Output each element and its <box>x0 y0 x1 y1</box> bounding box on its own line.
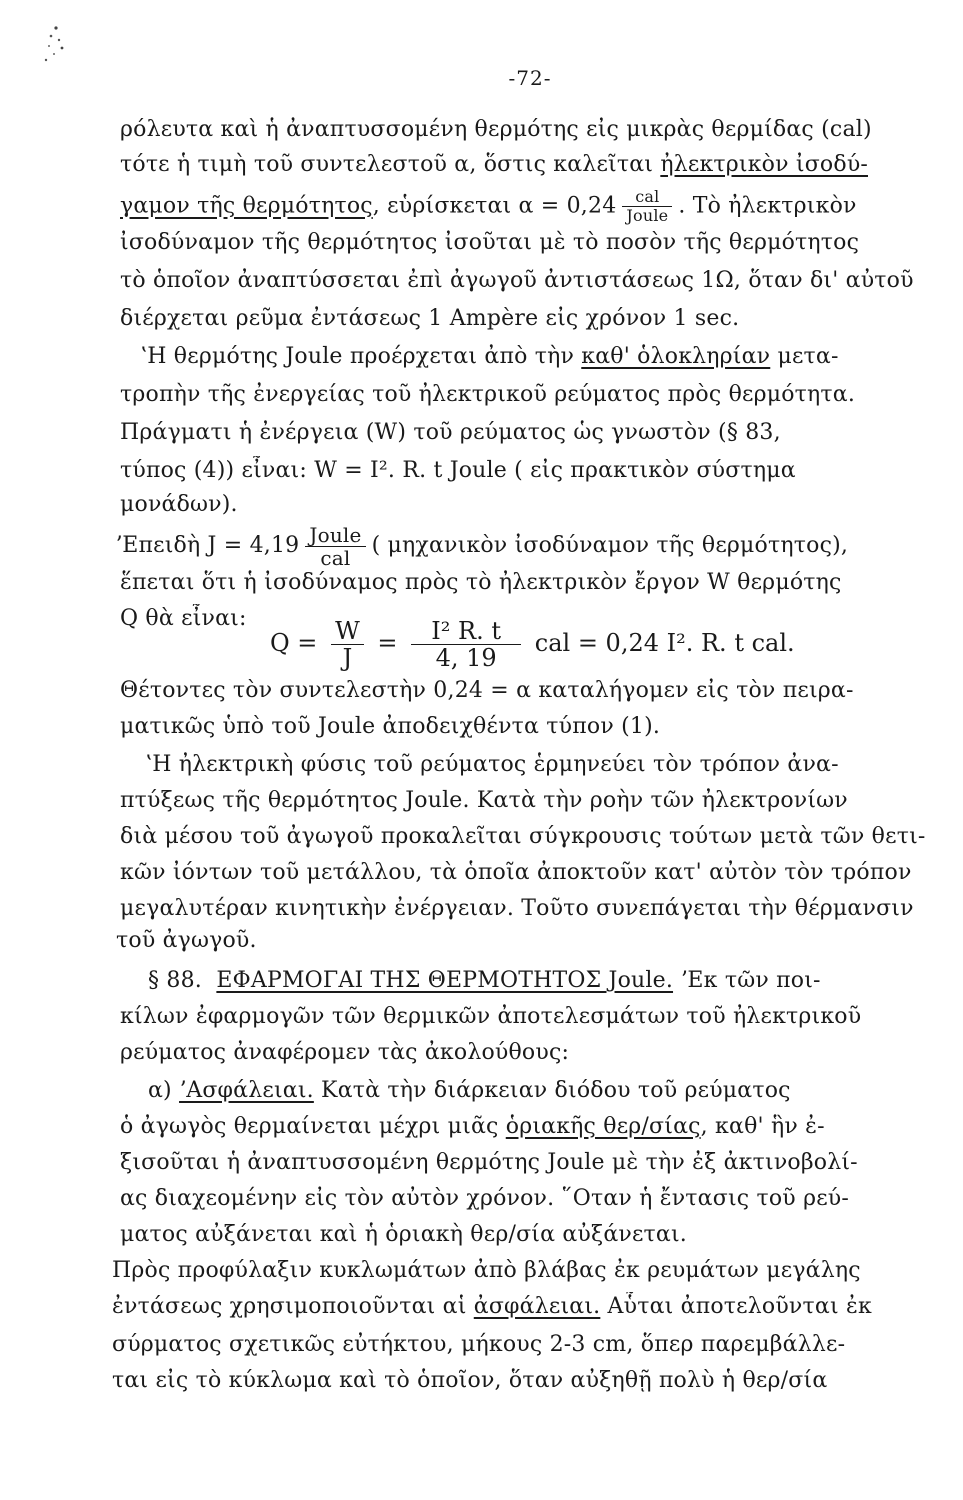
text-line: ας διαχεομένην εἰς τὸν αὐτὸν χρόνον. ῞Οταν ἡ ἔντασις τοῦ ρεύ- <box>120 1186 850 1211</box>
formula-equals: = <box>377 629 398 657</box>
text-line: Πρὸς προφύλαξιν κυκλωμάτων ἀπὸ βλάβας ἐκ ρευμάτων μεγάλης <box>112 1258 861 1283</box>
formula-fraction-heat <box>411 618 521 671</box>
unit-fraction <box>622 188 672 225</box>
text-line <box>120 1112 825 1142</box>
text-line: τοῦ ἀγωγοῦ. <box>116 928 257 953</box>
text-line: ματικῶς ὑπὸ τοῦ Joule ἀποδειχθέντα τύπον (1). <box>120 714 661 739</box>
text-line <box>140 342 839 372</box>
underlined-term: γαμον τῆς θερμότητος <box>120 193 373 219</box>
fraction-numerator: cal <box>622 188 672 207</box>
text-line: ρεύματος ἀναφέρομεν τὰς ἀκολούθους: <box>120 1040 570 1065</box>
text-line: Q θὰ εἶναι: <box>120 606 247 631</box>
text-line: μονάδων). <box>120 492 238 517</box>
text-line <box>120 187 857 225</box>
formula-fraction-w-over-j <box>331 618 364 671</box>
text-line: τὸ ὁποῖον ἀναπτύσσεται ἐπὶ ἀγωγοῦ ἀντιστάσεως 1Ω, ὅταν δι' αὐτοῦ <box>120 268 914 293</box>
text-line: ται εἰς τὸ κύκλωμα καὶ τὸ ὁποῖον, ὅταν αὐξηθῇ πολὺ ἡ θερ/σία <box>112 1368 828 1393</box>
fraction-numerator: Joule <box>305 524 365 547</box>
text-segment: ὁ ἀγωγὸς θερμαίνεται μέχρι μιᾶς <box>120 1114 506 1139</box>
underlined-term: ὁριακῆς θερ/σίας <box>505 1114 701 1139</box>
text-line: κῶν ἰόντων τοῦ μετάλλου, τὰ ὁποῖα ἀποκτοῦν κατ' αὐτὸν τὸν τρόπον <box>120 860 912 885</box>
underlined-term: ἀσφάλειαι. <box>473 1294 601 1319</box>
text-segment: ʼΕκ τῶν ποι- <box>673 968 821 993</box>
text-line: πτύξεως τῆς θερμότητος Joule. Κατὰ τὴν ροὴν τῶν ἠλεκτρονίων <box>120 788 848 813</box>
text-line: Θέτοντες τὸν συντελεστὴν 0,24 = α καταλήγομεν εἰς τὸν πειρα- <box>120 678 854 703</box>
text-line: ἰσοδύναμον τῆς θερμότητος ἰσοῦται μὲ τὸ ποσὸν τῆς θερμότητος <box>120 230 860 255</box>
text-segment: ( μηχανικὸν ἰσοδύναμον τῆς θερμότητος), <box>371 533 849 558</box>
text-line: ματος αὐξάνεται καὶ ἡ ὁριακὴ θερ/σία αὐξάνεται. <box>120 1222 687 1247</box>
joule-heat-formula <box>270 618 795 671</box>
list-item-heading <box>148 1076 791 1106</box>
fraction-denominator: Joule <box>626 206 669 225</box>
j-unit-fraction <box>305 524 365 569</box>
text-line <box>120 150 868 180</box>
text-segment: τότε ἡ τιμὴ τοῦ συντελεστοῦ α, ὅστις καλεῖται <box>120 152 661 177</box>
text-segment: . Τὸ ἠλεκτρικὸν <box>678 193 857 219</box>
text-line: μεγαλυτέραν κινητικὴν ἐνέργειαν. Τοῦτο συνεπάγεται τὴν θέρμανσιν <box>120 896 914 921</box>
text-segment: Αὗται ἀποτελοῦνται ἐκ <box>600 1294 872 1319</box>
text-line: ρόλευτα καὶ ἡ ἀναπτυσσομένη θερμότης εἰς μικρὰς θερμίδας (cal) <box>120 117 872 142</box>
text-line: τροπὴν τῆς ἐνεργείας τοῦ ἠλεκτρικοῦ ρεύματος πρὸς θερμότητα. <box>120 382 856 407</box>
text-line: ʽΗ ἠλεκτρικὴ φύσις τοῦ ρεύματος ἑρμηνεύει τὸν τρόπον ἀνα- <box>145 752 839 777</box>
fraction-denominator: J <box>342 644 353 672</box>
formula-lhs: Q = <box>270 629 318 657</box>
text-segment: ʽΗ θερμότης Joule προέρχεται ἀπὸ τὴν <box>140 344 582 369</box>
text-line: τύπος (4)) εἶναι: W = I². R. t Joule ( εἰς πρακτικὸν σύστημα <box>120 458 796 483</box>
text-segment: Κατὰ τὴν διάρκειαν διόδου τοῦ ρεύματος <box>313 1078 791 1103</box>
text-segment: ἐντάσεως χρησιμοποιοῦνται αἱ <box>112 1294 474 1319</box>
fraction-denominator: 4, 19 <box>435 644 497 672</box>
text-line <box>112 1292 872 1322</box>
text-segment: μετα- <box>770 344 839 369</box>
text-segment: , καθ' ἣν ἐ- <box>700 1114 825 1139</box>
fraction-numerator: W <box>331 618 364 645</box>
text-line: διέρχεται ρεῦμα ἐντάσεως 1 Ampère εἰς χρόνον 1 sec. <box>120 306 740 331</box>
fraction-denominator: cal <box>320 545 351 570</box>
underlined-term: ἠλεκτρικὸν ἰσοδύ- <box>660 152 869 177</box>
text-line: ἕπεται ὅτι ἡ ἰσοδύναμος πρὸς τὸ ἠλεκτρικὸν ἔργον W θερμότης <box>120 570 842 595</box>
underlined-term: ʼΑσφάλειαι. <box>179 1078 314 1103</box>
text-line: σύρματος σχετικῶς εὐτήκτου, μήκους 2-3 cm, ὅπερ παρεμβάλλε- <box>112 1332 846 1357</box>
formula-rhs: cal = 0,24 I². R. t cal. <box>534 629 795 657</box>
text-segment: , εὑρίσκεται α = 0,24 <box>372 193 617 219</box>
text-line <box>115 522 848 570</box>
text-line: κίλων ἐφαρμογῶν τῶν θερμικῶν ἀποτελεσμάτων τοῦ ἠλεκτρικοῦ <box>120 1004 862 1029</box>
fraction-numerator: I² R. t <box>411 618 521 645</box>
section-number: § 88. <box>148 968 202 993</box>
text-line: ξισοῦται ἡ ἀναπτυσσομένη θερμότης Joule μὲ τὴν ἐξ ἀκτινοβολί- <box>120 1150 858 1175</box>
section-heading-line <box>148 966 821 996</box>
text-line: Πράγματι ἡ ἐνέργεια (W) τοῦ ρεύματος ὡς γνωστὸν (§ 83, <box>120 420 781 445</box>
underlined-term: καθ' ὁλοκληρίαν <box>581 344 771 369</box>
item-marker: α) <box>148 1078 172 1103</box>
text-segment: ʼΕπειδὴ J = 4,19 <box>115 533 300 558</box>
page-number: -72- <box>508 66 552 90</box>
section-title: ΕΦΑΡΜΟΓΑΙ ΤΗΣ ΘΕΡΜΟΤΗΤΟΣ Joule. <box>216 968 674 993</box>
text-line: διὰ μέσου τοῦ ἀγωγοῦ προκαλεῖται σύγκρουσις τούτων μετὰ τῶν θετι- <box>120 824 926 849</box>
